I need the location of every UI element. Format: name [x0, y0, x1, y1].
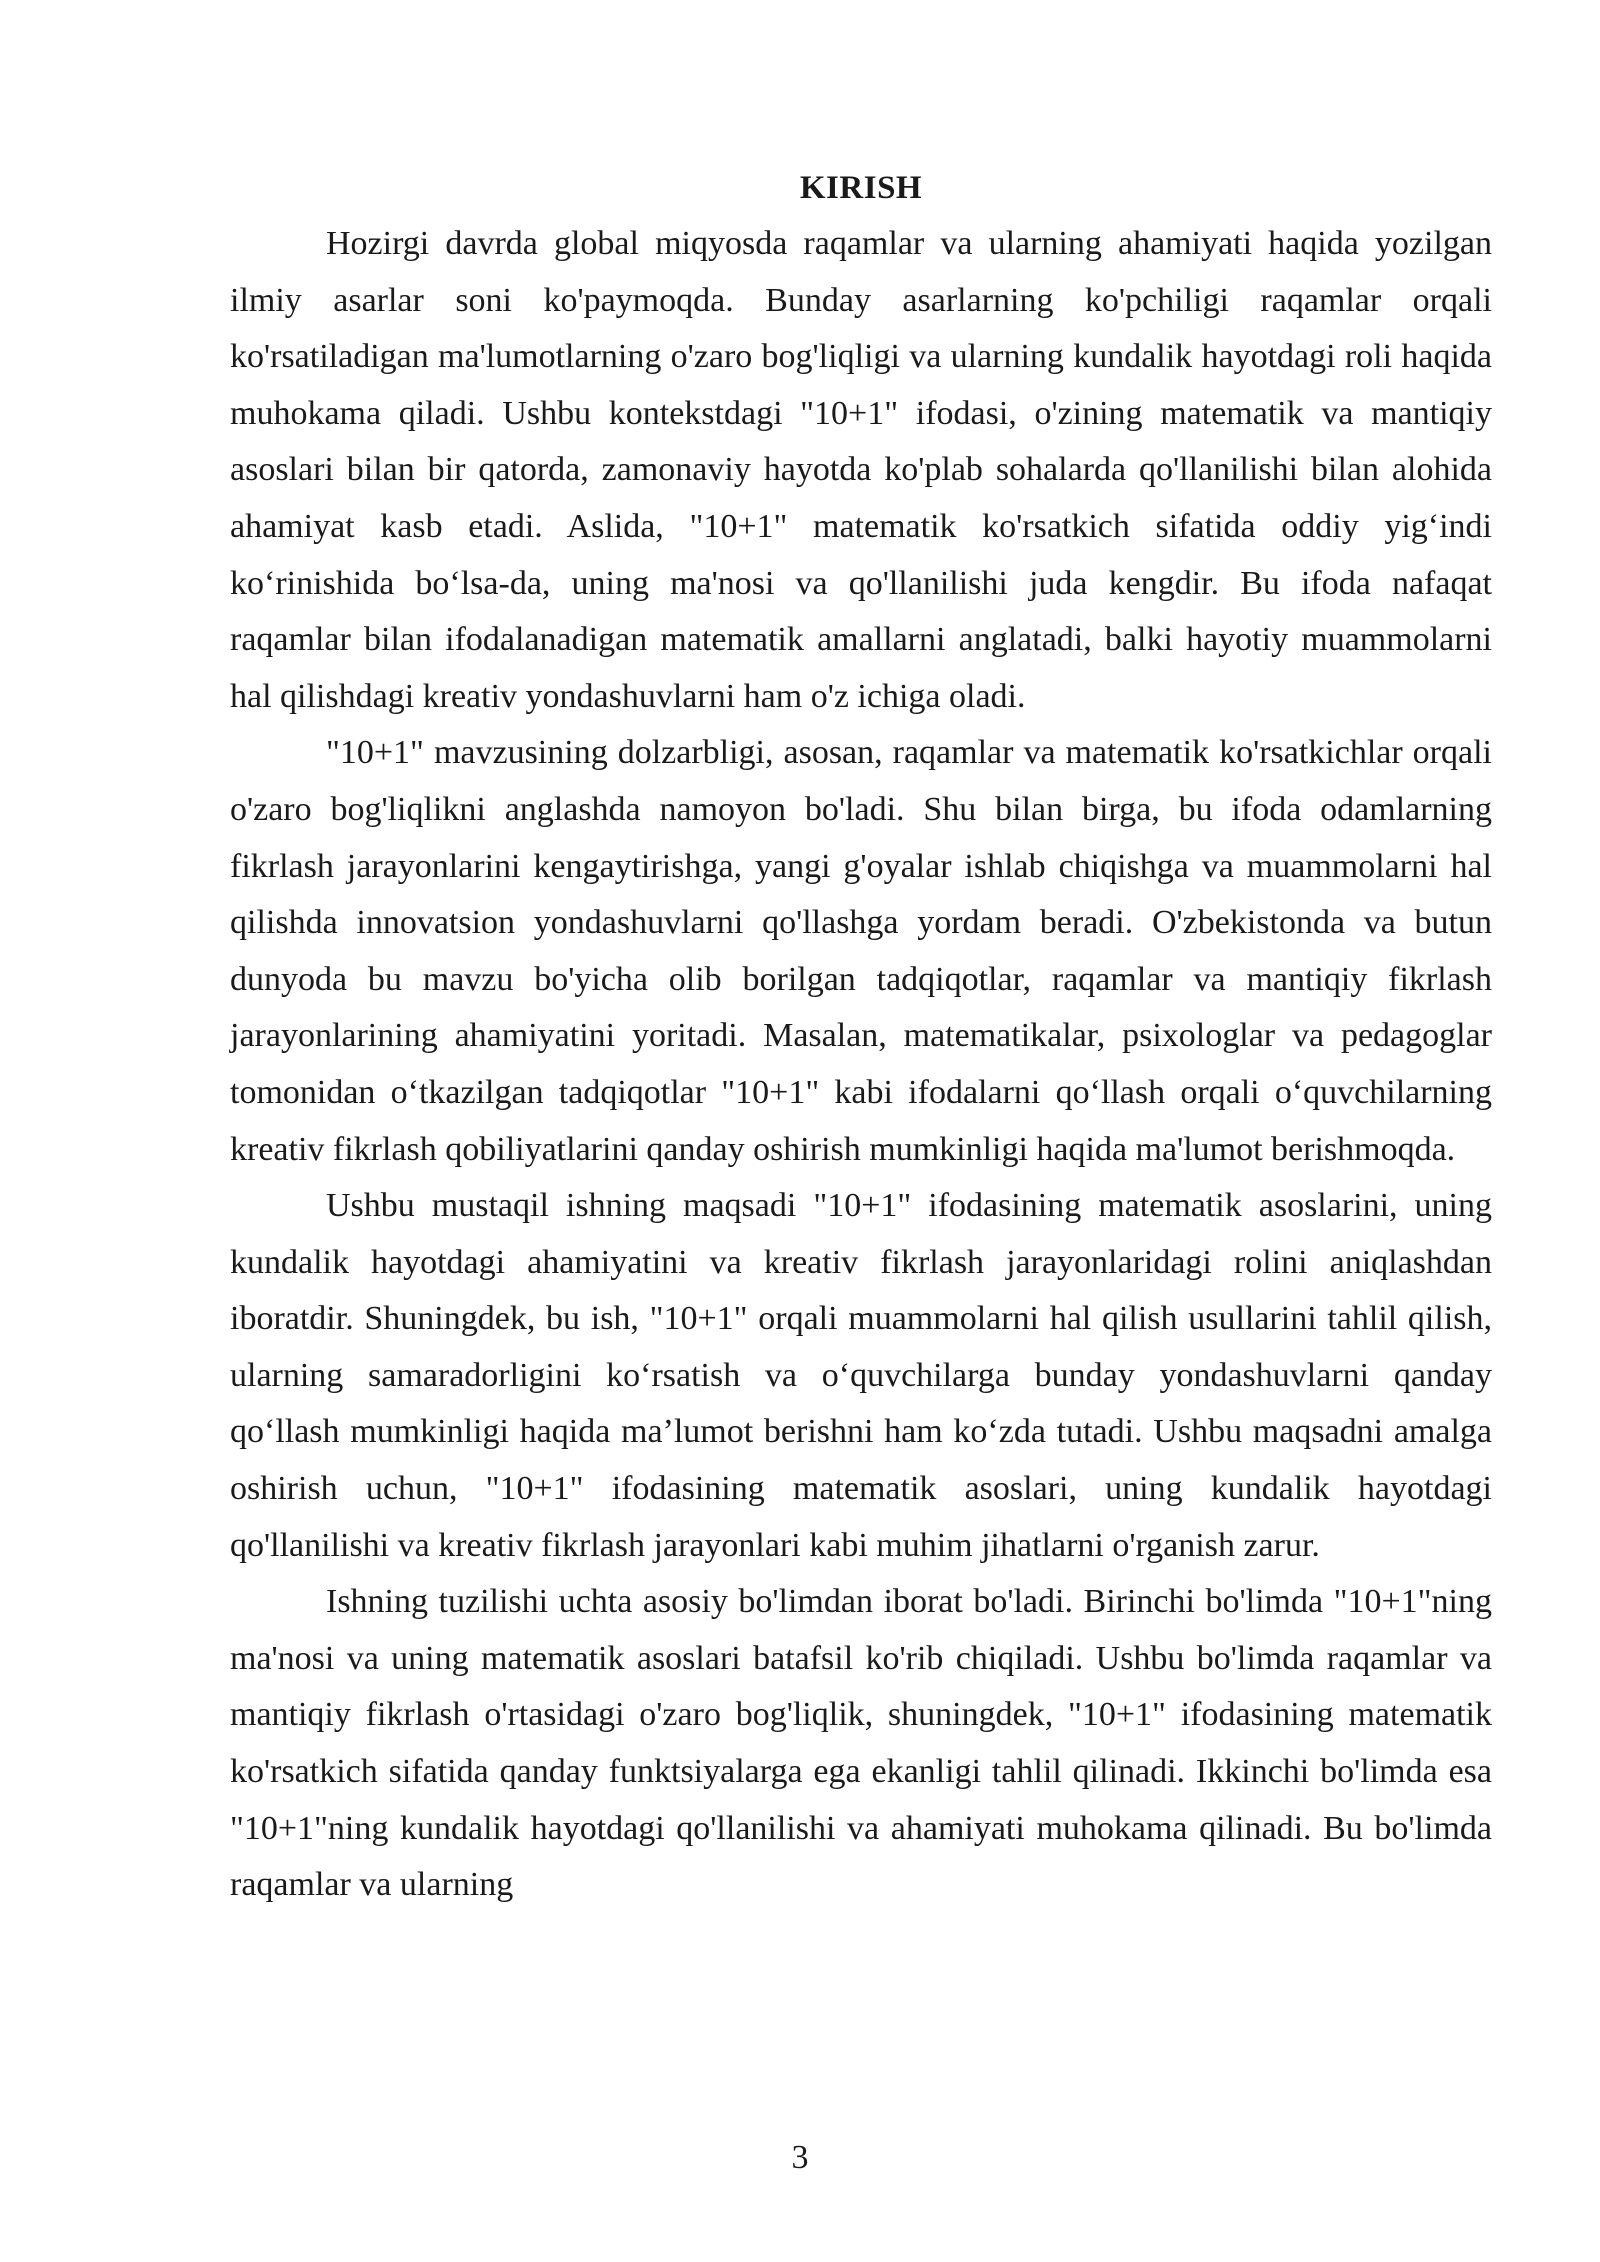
paragraph-2: "10+1" mavzusining dolzarbligi, asosan, raqamlar va matematik ko'rsatkichlar orqali o'zaro bog'liqlikni anglashda namoyon bo'ladi. Shu bilan birga, bu ifoda odamlarning fikrlash jarayonlarini kengaytirishga, yangi g'oyalar ishlab chiqishga va muammolarni hal qilishda innovatsion yondashuvlarni qo'llashga yordam beradi. O'zbekistonda va butun dunyoda bu mavzu bo'yicha olib borilgan tadqiqotlar, raqamlar va mantiqiy fikrlash jarayonlarining ahamiyatini yoritadi. Masalan, matematikalar, psixologlar va pedagoglar tomonidan o‘tkazilgan tadqiqotlar "10+1" kabi ifodalarni qo‘llash orqali o‘quvchilarning kreativ fikrlash qobiliyatlarini qanday oshirish mumkinligi haqida ma'lumot berishmoqda. [230, 734, 1492, 1168]
section-title: KIRISH [799, 170, 923, 206]
page-number: 3 [791, 2139, 809, 2176]
paragraph-1: Hozirgi davrda global miqyosda raqamlar va ularning ahamiyati haqida yozilgan ilmiy asarlar soni ko'paymoqda. Bunday asarlarning ko'pchiligi raqamlar orqali ko'rsatiladigan ma'lumotlarning o'zaro bog'liqligi va ularning kundalik hayotdagi roli haqida muhokama qiladi. Ushbu kontekstdagi "10+1" ifodasi, o'zining matematik va mantiqiy asoslari bilan bir qatorda, zamonaviy hayotda ko'plab sohalarda qo'llanilishi bilan alohida ahamiyat kasb etadi. Aslida, "10+1" matematik ko'rsatkich sifatida oddiy yig‘indi ko‘rinishida bo‘lsa-da, uning ma'nosi va qo'llanilishi juda kengdir. Bu ifoda nafaqat raqamlar bilan ifodalanadigan matematik amallarni anglatadi, balki hayotiy muammolarni hal qilishdagi kreativ yondashuvlarni ham o'z ichiga oladi. [230, 225, 1492, 715]
paragraph-3: Ushbu mustaqil ishning maqsadi "10+1" ifodasining matematik asoslarini, uning kundalik hayotdagi ahamiyatini va kreativ fikrlash jarayonlaridagi rolini aniqlashdan iboratdir. Shuningdek, bu ish, "10+1" orqali muammolarni hal qilish usullarini tahlil qilish, ularning samaradorligini ko‘rsatish va o‘quvchilarga bunday yondashuvlarni qanday qo‘llash mumkinligi haqida ma’lumot berishni ham ko‘zda tutadi. Ushbu maqsadni amalga oshirish uchun, "10+1" ifodasining matematik asoslari, uning kundalik hayotdagi qo'llanilishi va kreativ fikrlash jarayonlari kabi muhim jihatlarni o'rganish zarur. [230, 1187, 1492, 1564]
paragraph-4: Ishning tuzilishi uchta asosiy bo'limdan iborat bo'ladi. Birinchi bo'limda "10+1"ning ma'nosi va uning matematik asoslari batafsil ko'rib chiqiladi. Ushbu bo'limda raqamlar va mantiqiy fikrlash o'rtasidagi o'zaro bog'liqlik, shuningdek, "10+1" ifodasining matematik ko'rsatkich sifatida qanday funktsiyalarga ega ekanligi tahlil qilinadi. Ikkinchi bo'limda esa "10+1"ning kundalik hayotdagi qo'llanilishi va ahamiyati muhokama qilinadi. Bu bo'limda raqamlar va ularning [230, 1583, 1492, 1904]
document-page [230, 160, 1492, 1914]
